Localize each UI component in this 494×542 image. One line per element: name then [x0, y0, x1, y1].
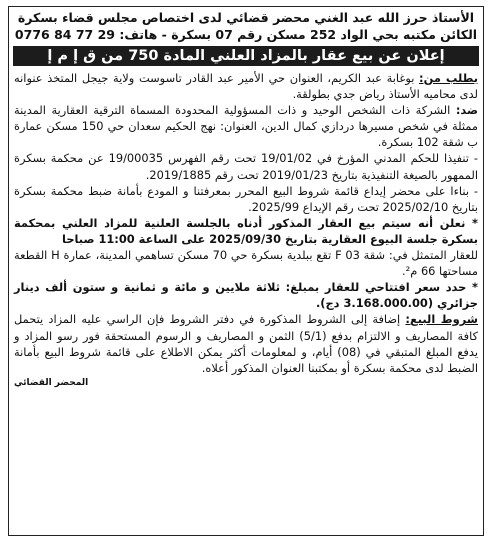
notice-title: إعلان عن بيع عقار بالمزاد العلني المادة 750 من ق إ م إ — [13, 46, 479, 66]
against-label: ضد: — [455, 103, 478, 118]
requester-paragraph — [14, 70, 478, 102]
auction-paragraph: * نعلن أنه سيتم بيع العقار المذكور أدناه بالجلسة العلنية للمزاد العلني بمحكمة بسكرة جلسة البيوع العقارية بتاريخ 2025/09/30 على الساعة 11:00 صباحا — [14, 215, 478, 246]
sale-conditions-text: إضافة إلى الشروط المذكورة في دفتر الشروط فإن الراسي عليه المزاد يتحمل كافة المصاريف و الالتزام بدفع (5/1) الثمن و المصاريف و الرسوم المستحقة فور رسو المزاد و يدفع المبلغ المتبقي في (08) أيام، و لمعلومات أكثر يمكن الاطلاع على قائمة شروط البيع بأمانة الضبط لدى محكمة بسكرة أو بمكتبنا العنوان المذكور أعلاه. — [14, 312, 479, 375]
bailiff-signature: المحضر القضائي — [14, 377, 89, 388]
opening-price-paragraph: * حدد سعر افتتاحي للعقار بمبلغ: ثلاثة ملايين و مائة و ثمانية و ستون ألف دينار جزائري (3.168.000.00 دج). — [14, 280, 478, 311]
execution-paragraph: - تنفيذا للحكم المدني المؤرخ في 19/01/02 تحت رقم الفهرس 19/00035 عن محكمة بسكرة الممهور بالصيغة التنفيذية بتاريخ 2019/01/23 تحت رقم 2019/1885. — [14, 151, 478, 182]
bailiff-header-line-2: الكائن مكتبه بحي الواد 252 مسكن رقم 07 بسكرة - هاتف: 29 77 84 0776 — [14, 27, 478, 42]
deposit-paragraph: - بناءا على محضر إيداع قائمة شروط البيع المحرر بمعرفتنا و المودع بأمانة ضبط محكمة بسكرة بتاريخ 2025/02/10 تحت رقم الإيداع 2025/99. — [14, 183, 478, 214]
sale-conditions-label: شروط البيع: — [405, 312, 478, 327]
legal-notice — [8, 6, 484, 536]
property-paragraph: للعقار المتمثل في: شقة F 03 تقع ببلدية بسكرة حي 70 مسكن تساهمي المدينة، عمارة H القطعة مساحتها 66 م². — [14, 248, 478, 279]
sale-conditions-paragraph — [14, 311, 478, 375]
against-text: الشركة ذات الشخص الوحيد و ذات المسؤولية المحدودة المسماة الترقية العقارية المدينة ممثلة في شخص مسيرها دردازي كمال الدين، العنوان: نهج الحكيم سعدان حي 150 مسكن عمارة ب شقة 102 بسكرة. — [14, 103, 478, 150]
against-paragraph — [14, 102, 478, 150]
requester-label: بطلب من: — [419, 71, 478, 85]
requester-text: بوغابة عبد الكريم، العنوان حي الأمير عبد القادر تاسوست ولاية جيجل المتخذ عنوانه لدى محاميه الأستاذ رياض جدي بطولقة. — [14, 71, 478, 102]
bailiff-header-line-1: الأستاذ حرز الله عبد الغني محضر قضائي لدى اختصاص مجلس قضاء بسكرة — [17, 10, 475, 25]
